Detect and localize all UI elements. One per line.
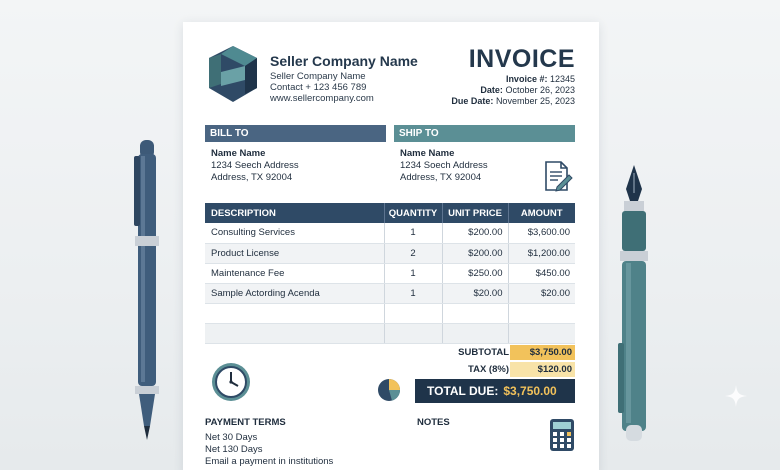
empty-cell [442,303,508,323]
invoice-date-label: Date: [480,85,503,95]
invoice-date-value: October 26, 2023 [505,85,575,95]
line-items-table [205,203,575,344]
ballpoint-pen-icon [132,136,162,442]
payment-term-line: Net 30 Days [205,432,258,443]
bill-to-name: Name Name [211,148,266,159]
item-amount: $1,200.00 [508,243,575,263]
seller-company-line: Seller Company Name [270,71,366,82]
tax-label: TAX (8%) [468,364,509,375]
empty-cell [508,323,575,343]
fountain-pen-icon [614,163,654,445]
item-amount: $3,600.00 [508,223,575,243]
total-due-box [415,379,575,403]
invoice-due-label: Due Date: [451,96,494,106]
column-header-description: DESCRIPTION [205,203,384,223]
table-row [205,223,575,243]
subtotal-label: SUBTOTAL [458,347,509,358]
company-logo-icon [205,44,261,104]
item-amount: $450.00 [508,263,575,283]
item-description: Sample Actording Acenda [205,283,384,303]
item-description: Product License [205,243,384,263]
empty-cell [384,323,442,343]
payment-term-line: Email a payment in institutions [205,456,334,467]
table-row [205,243,575,263]
subtotal-value: $3,750.00 [510,345,575,360]
invoice-due-date [451,96,575,106]
table-row [205,263,575,283]
item-unit-price: $20.00 [442,283,508,303]
total-due-value: $3,750.00 [503,384,557,398]
seller-contact: Contact + 123 456 789 [270,82,367,93]
seller-company-name: Seller Company Name [270,53,418,69]
item-quantity: 1 [384,283,442,303]
table-row-empty [205,323,575,343]
item-description: Consulting Services [205,223,384,243]
total-due-label: TOTAL DUE: [427,384,499,398]
item-quantity: 2 [384,243,442,263]
item-quantity: 1 [384,223,442,243]
invoice-due-value: November 25, 2023 [495,96,575,106]
table-row [205,283,575,303]
ship-to-address-line1: 1234 Soech Address [400,160,488,171]
invoice-title: INVOICE [468,45,575,73]
empty-cell [384,303,442,323]
invoice-number-label: Invoice #: [505,74,548,84]
item-unit-price: $200.00 [442,223,508,243]
bill-to-heading: BILL TO [205,125,386,142]
payment-terms-title: PAYMENT TERMS [205,417,286,428]
empty-cell [205,303,384,323]
notes-title: NOTES [417,417,450,428]
column-header-amount: AMOUNT [508,203,575,223]
bill-to-address-line2: Address, TX 92004 [211,172,293,183]
pie-chart-icon [376,377,402,403]
payment-term-line: Net 130 Days [205,444,263,455]
ship-to-address-line2: Address, TX 92004 [400,172,482,183]
seller-website: www.sellercompany.com [270,93,374,104]
ship-to-heading: SHIP TO [394,125,575,142]
item-unit-price: $200.00 [442,243,508,263]
column-header-quantity: QUANTITY [384,203,442,223]
clock-icon [210,361,252,403]
invoice-number [506,74,575,84]
item-quantity: 1 [384,263,442,283]
invoice-date [480,85,575,95]
item-unit-price: $250.00 [442,263,508,283]
tax-value: $120.00 [510,362,575,377]
calculator-icon [549,418,575,452]
empty-cell [205,323,384,343]
bill-to-address-line1: 1234 Seech Address [211,160,299,171]
empty-cell [508,303,575,323]
invoice-document [183,22,599,470]
document-edit-icon [543,160,573,192]
item-description: Maintenance Fee [205,263,384,283]
item-amount: $20.00 [508,283,575,303]
column-header-unit-price: UNIT PRICE [442,203,508,223]
table-row-empty [205,303,575,323]
table-header-row [205,203,575,223]
empty-cell [442,323,508,343]
invoice-number-value: 12345 [549,74,575,84]
sparkle-icon [724,384,748,408]
ship-to-name: Name Name [400,148,455,159]
